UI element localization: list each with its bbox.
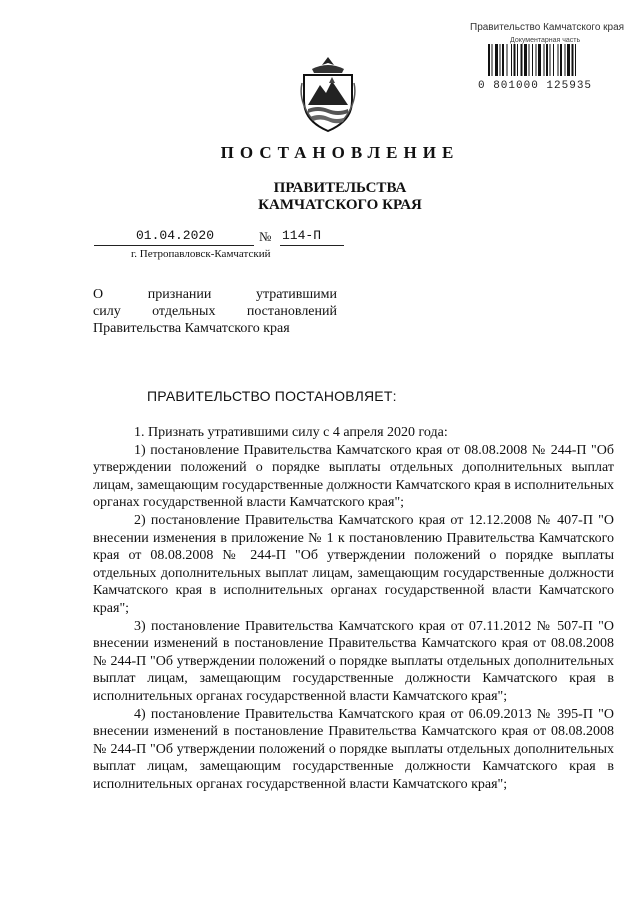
- date-underline: [94, 245, 254, 246]
- body-paragraph: 1) постановление Правительства Камчатского края от 08.08.2008 № 244-П "Об утверждении положений о порядке выплаты отдельных дополнительных выплат лицам, замещающим государственные должности Камчатского края в исполнительных органах государственной власти Камчатского края";: [93, 442, 614, 511]
- body-paragraph: 3) постановление Правительства Камчатского края от 07.11.2012 № 507-П "О внесении изменений в постановление Правительства Камчатского края от 08.08.2008 № 244-П "Об утверждении положений о порядке выплаты отдельных дополнительных выплат лицам, замещающим государственные должности Камчатского края в исполнительных органах государственной власти Камчатского края";: [93, 618, 614, 704]
- number-sign: №: [259, 229, 272, 244]
- body-paragraph: 4) постановление Правительства Камчатского края от 06.09.2013 № 395-П "О внесении изменений в постановление Правительства Камчатского края от 08.08.2008 № 244-П "Об утверждении положений о порядке выплаты отдельных дополнительных выплат лицам, замещающим государственные должности Камчатского края в исполнительных органах государственной власти Камчатского края";: [93, 706, 614, 792]
- issuer-line-1: ПРАВИТЕЛЬСТВА: [273, 180, 407, 196]
- body-paragraph: 1. Признать утратившими силу с 4 апреля 2020 года:: [134, 425, 448, 440]
- registry-stamp-title: Правительство Камчатского края: [470, 22, 625, 33]
- issuer-line-2: КАМЧАТСКОГО КРАЯ: [258, 197, 422, 213]
- document-number: 114-П: [282, 228, 322, 243]
- barcode-number: 0 801000 125935: [478, 80, 593, 92]
- document-city: г. Петропавловск-Камчатский: [131, 248, 271, 260]
- document-type: ПОСТАНОВЛЕНИЕ: [220, 143, 460, 162]
- document-body: [93, 424, 614, 793]
- decree-heading: ПРАВИТЕЛЬСТВО ПОСТАНОВЛЯЕТ:: [147, 388, 397, 404]
- subject-line: силу отдельных постановлений: [93, 304, 337, 319]
- document-date: 01.04.2020: [136, 228, 215, 243]
- subject-line: Правительства Камчатского края: [93, 321, 290, 336]
- document-subject: [93, 286, 337, 337]
- date-number-line: [94, 230, 344, 246]
- kamchatka-coat-of-arms-icon: [298, 55, 358, 133]
- body-paragraph: 2) постановление Правительства Камчатского края от 12.12.2008 № 407-П "О внесении изменения в приложение № 1 к постановлению Правительства Камчатского края от 08.08.2008 № 244-П "Об утверждении положений о порядке выплаты отдельных дополнительных выплат лицам, замещающим государственные должности Камчатского края в исполнительных органах государственной власти Камчатского края";: [93, 512, 614, 616]
- barcode-icon: [488, 44, 610, 76]
- number-underline: [280, 245, 344, 246]
- barcode-caption: Документарная часть: [510, 37, 581, 44]
- subject-line: О признании утратившими: [93, 287, 337, 302]
